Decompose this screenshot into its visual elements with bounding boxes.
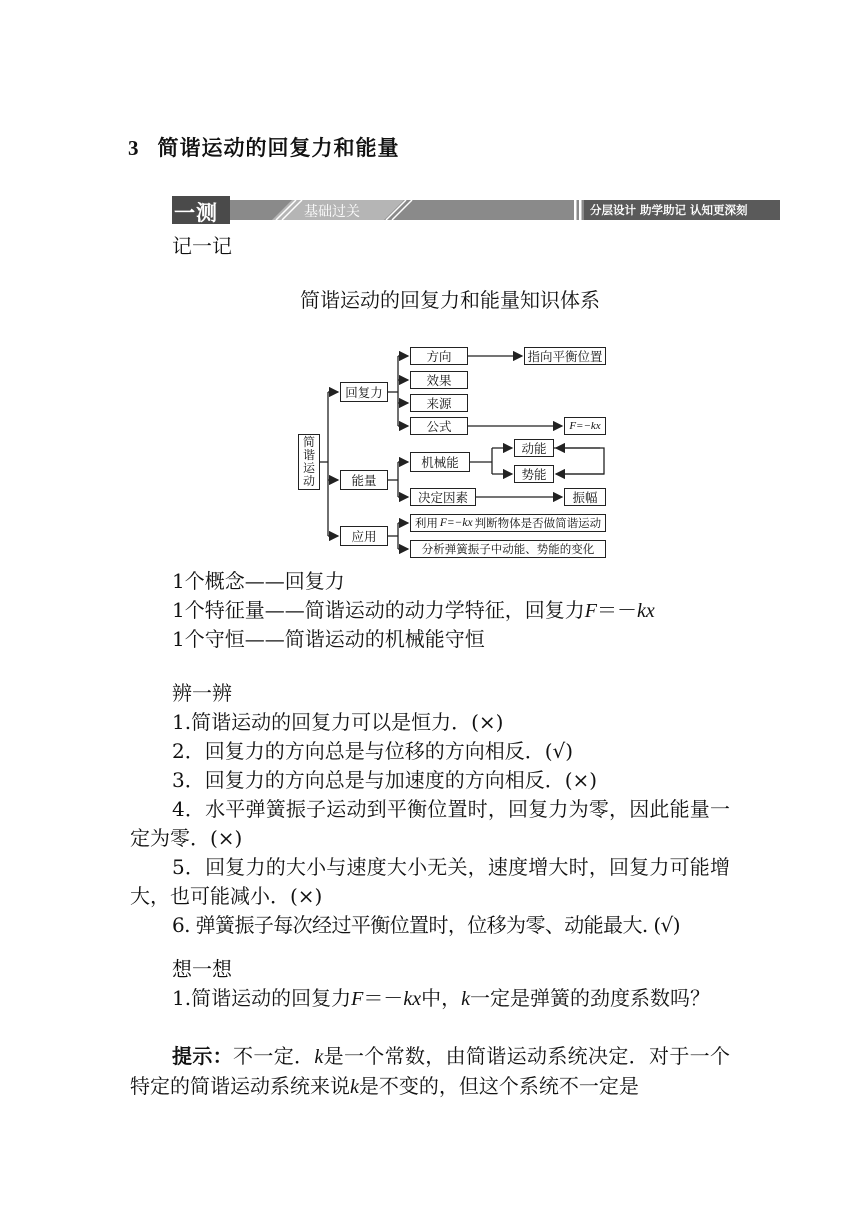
question-1-kx: kx [403,988,422,1010]
mindmap-node-application-1 [410,514,606,532]
mindmap-root: 简谐运动 [298,434,320,490]
question-1-eq: ＝－ [363,986,404,1010]
section-number: 3 [128,136,140,160]
mindmap-node-amplitude: 振幅 [564,488,606,506]
mindmap-node-direction: 方向 [410,347,468,365]
question-1-a: 1.简谐运动的回复力 [172,986,352,1010]
question-1-k: k [461,988,470,1010]
summary-line-2 [172,596,655,626]
mindmap-node-potential-energy: 势能 [514,465,554,483]
question-1 [130,984,730,1014]
summary-line-2-eq: ＝－ [596,598,637,622]
section-title-text: 简谐运动的回复力和能量 [157,136,400,160]
mindmap-node-kinetic-energy: 动能 [514,439,554,457]
hint-1 [130,1042,730,1102]
mindmap-node-application-2: 分析弹簧振子中动能、势能的变化 [410,540,606,558]
hint-c: 是不变的，但这个系统不一定是 [358,1074,639,1098]
xiangyixiang-heading: 想一想 [172,957,232,981]
question-1-F: F [351,988,364,1010]
judgement-item-1: 1.简谐运动的回复力可以是恒力．(×) [172,710,504,734]
hint-k2: k [350,1076,359,1098]
mindmap-branch-application: 应用 [340,526,388,546]
mindmap-node-effect: 效果 [410,371,468,389]
banner-big-label: 一测 [174,201,218,225]
judgement-item-3: 3．回复力的方向总是与加速度的方向相反．(×) [172,768,598,792]
mindmap-node-mechanical-energy: 机械能 [410,452,470,472]
application-1-pre: 利用 [414,516,438,530]
application-1-formula: F=−kx [439,517,473,529]
summary-line-1: 1个概念——回复力 [172,569,345,593]
summary-line-2-F: F [584,600,597,622]
mindmap-node-formula-value: F=−kx [564,417,606,435]
banner-right-label: 分层设计 助学助记 认知更深刻 [590,203,748,217]
question-1-b: 中， [421,986,462,1010]
mindmap-node-direction-target: 指向平衡位置 [524,347,606,365]
diagram-title: 简谐运动的回复力和能量知识体系 [300,288,600,312]
application-1-post: 判断物体是否做简谐运动 [474,516,602,530]
summary-line-3: 1个守恒——简谐运动的机械能守恒 [172,627,485,651]
judgement-item-2: 2．回复力的方向总是与位移的方向相反．(√) [172,739,574,763]
hint-b: 是一个常数，由简谐运动系统决定．对于一个特定的简谐运动系统来说 [130,1044,731,1098]
mindmap-node-determining-factor: 决定因素 [410,488,476,506]
hint-label: 提示： [172,1044,234,1068]
banner-mid-label: 基础过关 [304,204,360,220]
jiyiji-heading: 记一记 [172,234,232,258]
question-1-c: 一定是弹簧的劲度系数吗？ [469,986,710,1010]
summary-line-2-text: 1个特征量——简谐运动的动力学特征，回复力 [172,598,585,622]
judgement-item-4: 4．水平弹簧振子运动到平衡位置时，回复力为零，因此能量一定为零．(×) [130,797,730,850]
judgement-item-6: 6. 弹簧振子每次经过平衡位置时，位移为零、动能最大. (√) [172,913,680,937]
bianyibian-heading: 辨一辨 [172,681,232,705]
hint-a: 不一定． [233,1044,315,1068]
judgement-item-5: 5．回复力的大小与速度大小无关，速度增大时，回复力可能增大，也可能减小．(×) [130,855,730,908]
mindmap-node-source: 来源 [410,394,468,412]
mindmap-node-formula: 公式 [410,417,468,435]
summary-line-2-kx: kx [636,600,655,622]
mindmap-branch-restoring-force: 回复力 [340,382,388,402]
mindmap-branch-energy: 能量 [340,470,388,490]
hint-k1: k [314,1046,324,1068]
